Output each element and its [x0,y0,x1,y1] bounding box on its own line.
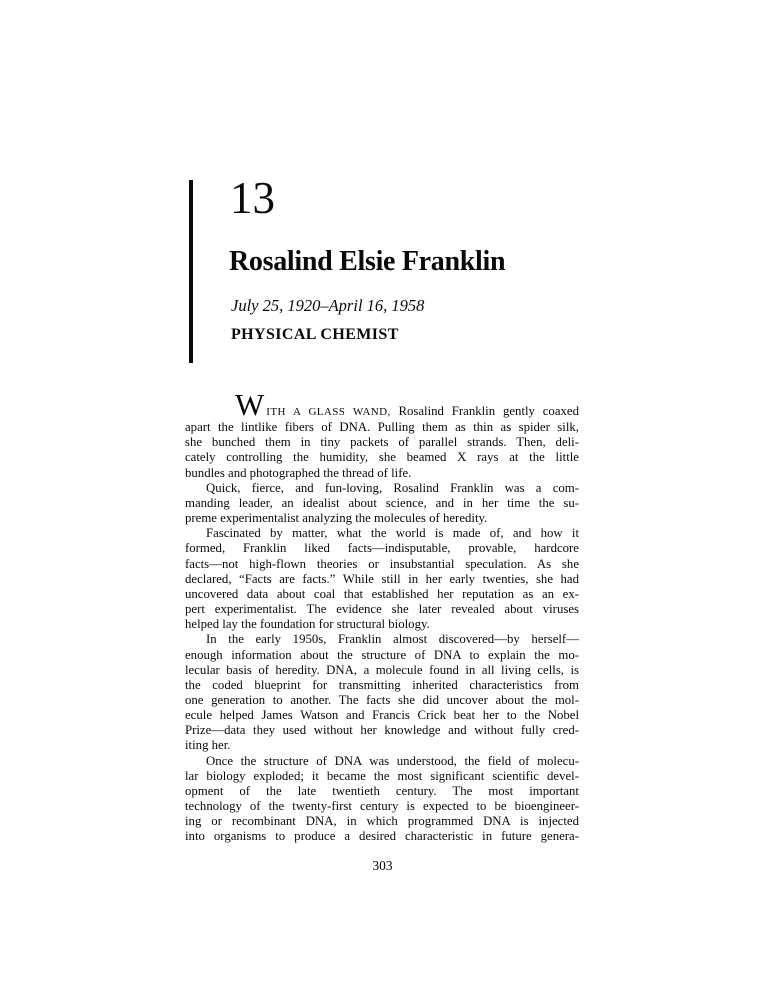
text-line: Quick, fierce, and fun-loving, Rosalind Franklin was a com- [206,480,579,495]
text-line: uncovered data about coal that established her reputation as an ex- [185,586,579,601]
chapter-number: 13 [230,173,275,223]
life-dates: July 25, 1920–April 16, 1958 [231,296,425,315]
paragraph [185,632,579,753]
text-line: cately controlling the humidity, she beamed X rays at the little [185,450,579,465]
profession-label: PHYSICAL CHEMIST [231,326,399,343]
text-line: into organisms to produce a desired characteristic in future genera- [185,829,579,844]
paragraph [185,387,579,481]
text-line: the coded blueprint for transmitting inherited characteristics from [185,677,579,692]
text-line: apart the lintlike fibers of DNA. Pulling them as thin as spider silk, [185,420,579,435]
chapter-title: Rosalind Elsie Franklin [229,246,506,277]
body-text [185,387,579,845]
text-line: facts—not high-flown theories or insubstantial speculation. As she [185,556,579,571]
drop-cap: W [235,387,265,422]
text-line: lecular basis of heredity. DNA, a molecule found in all living cells, is [185,662,579,677]
text-line: she bunched them in tiny packets of parallel strands. Then, deli- [185,435,579,450]
text-line: one generation to another. The facts she did uncover about the mol- [185,692,579,707]
page-number: 303 [372,858,393,873]
text-line: pert experimentalist. The evidence she later revealed about viruses [185,602,579,617]
text-line: lar biology exploded; it became the most significant scientific devel- [185,768,579,783]
text-line: enough information about the structure of DNA to explain the mo- [185,647,579,662]
text-line: opment of the late twentieth century. The most important [185,783,579,798]
text-line: Prize—data they used without her knowledge and without fully cred- [185,723,579,738]
lead-in-small-caps: ITH A GLASS WAND, [266,406,391,418]
text-line: ing or recombinant DNA, in which programmed DNA is injected [185,814,579,829]
paragraph [185,526,579,632]
text-line: WITH A GLASS WAND, Rosalind Franklin gently coaxed [235,387,579,422]
text-line: preme experimentalist analyzing the molecules of heredity. [185,511,488,526]
text-line: bundles and photographed the thread of life. [185,465,412,480]
text-line: In the early 1950s, Franklin almost discovered—by herself— [206,632,579,647]
paragraph [185,481,579,526]
text-line: iting her. [185,738,231,753]
text-line: helped lay the foundation for structural biology. [185,617,430,632]
text-line: ecule helped James Watson and Francis Crick beat her to the Nobel [185,708,579,723]
text-line: technology of the twenty-first century is expected to be bioengineer- [185,799,579,814]
text-line: manding leader, an idealist about science, and in her time the su- [185,495,579,510]
text-line: Once the structure of DNA was understood, the field of molecu- [206,753,579,768]
text-line: declared, “Facts are facts.” While still in her early twenties, she had [185,571,579,586]
chapter-rule [189,180,193,363]
paragraph [185,754,579,845]
text-line: formed, Franklin liked facts—indisputable, provable, hardcore [185,541,579,556]
text-line: Fascinated by matter, what the world is made of, and how it [206,526,579,541]
